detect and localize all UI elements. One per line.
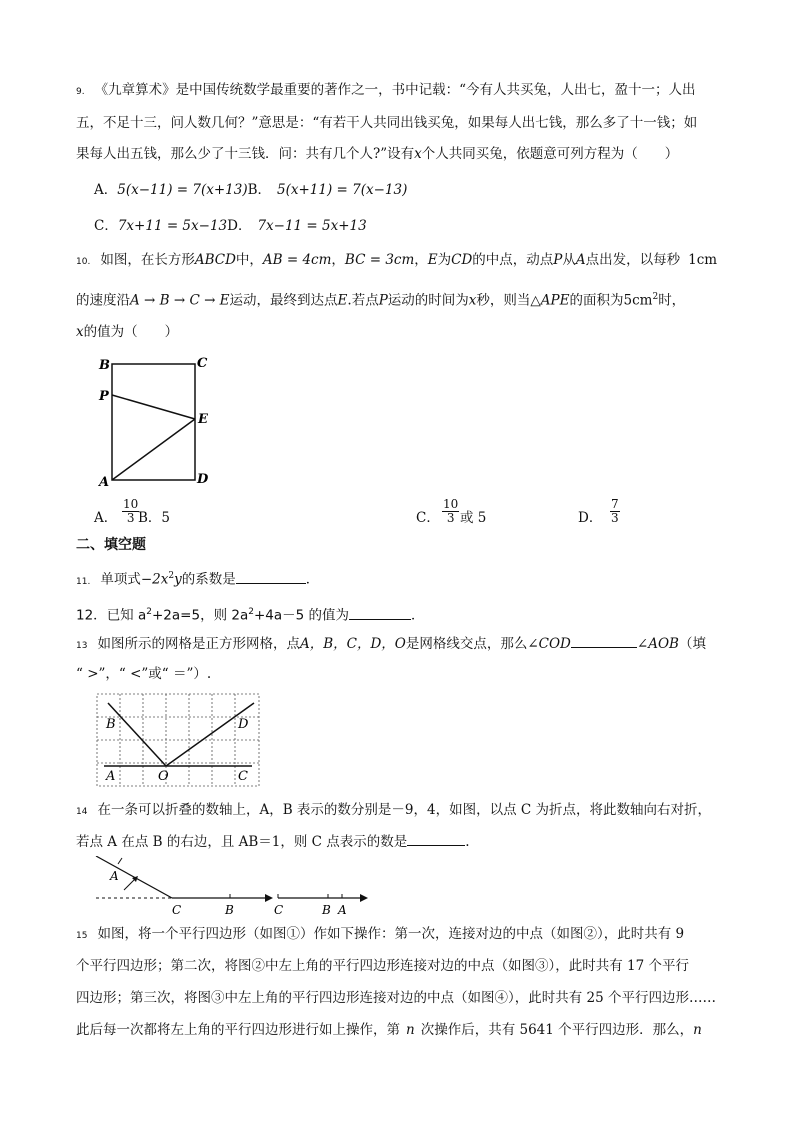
- q15-line2: 个平行四边形；第二次，将图②中左上角的平行四边形连接对边的中点（如图③），此时共有 17 个平行: [76, 958, 690, 974]
- q9-option-a: 5(x−11) = 7(x+13): [117, 182, 248, 198]
- q10-rectangle-figure: [92, 350, 222, 490]
- q13-line2: “ >”，“ <”或“ ＝”）.: [76, 666, 212, 682]
- q15-line3: 四边形；第三次，将图③中左上角的平行四边形连接对边的中点（如图④），此时共有 25 个平行四边形……: [76, 990, 717, 1006]
- q15-line4: 此后每一次都将左上角的平行四边形进行如上操作，第 n 次操作后，共有 5641 个平行四边形．那么，n: [76, 1022, 702, 1038]
- q15-line1: 15 如图，将一个平行四边形（如图①）作如下操作：第一次，连接对边的中点（如图②），此时共有 9: [76, 926, 685, 942]
- rectangle-abcd: [112, 364, 195, 480]
- q10-line3: x的值为（ ）: [76, 324, 179, 340]
- q10-option-c-fraction: $\frac{10}{3}$: [443, 497, 459, 525]
- q13-line1: 13 如图所示的网格是正方形网格，点A，B，C，D，O是网格线交点，那么∠COD ∠AOB（填: [76, 636, 706, 652]
- label-p: P: [99, 389, 109, 404]
- q10-option-d-fraction: $\frac{7}{3}$: [611, 497, 619, 525]
- q12-number: 12．: [76, 607, 107, 624]
- q15-number: 15: [76, 931, 88, 941]
- arrow-head-left: [265, 894, 273, 902]
- fold-arrow: [124, 880, 134, 890]
- q14-line2: 若点 A 在点 B 的右边，且 AB＝1，则 C 点表示的数是 .: [76, 834, 470, 850]
- label-b-right: B: [322, 903, 331, 916]
- ray-od: [166, 703, 254, 766]
- label-o: O: [158, 769, 169, 784]
- q11-number: 11.: [76, 576, 91, 587]
- q9-options-cd: [94, 216, 367, 236]
- label-a: A: [106, 769, 116, 784]
- q9-option-d-label: D．: [227, 218, 252, 234]
- label-b: B: [99, 358, 110, 373]
- segment-pe: [112, 395, 195, 419]
- q13-grid-figure: [94, 690, 264, 790]
- q13-number: 13: [76, 641, 88, 651]
- q11-answer-blank[interactable]: [236, 583, 306, 584]
- q9-line3: 果每人出五钱，那么少了十三钱．问：共有几个人?”设有x个人共同买兔，依题意可列方程为（ ）: [76, 146, 679, 162]
- q9-option-b: 5(x+11) = 7(x−13): [277, 182, 408, 198]
- label-c: C: [238, 769, 248, 784]
- q12-line: 12．已知 $a^2+2a=5$，则 $2a^2+4a-5$ 的值为 ．: [76, 607, 425, 624]
- label-c-right: C: [274, 903, 284, 916]
- q10-line2: 的速度沿A → B → C → E运动，最终到达点E.若点P运动的时间为x秒，则当△APE的面积为$5cm^2$时，: [76, 292, 686, 309]
- q14-line1: 14 在一条可以折叠的数轴上，A，B 表示的数分别是－9，4，如图，以点 C 为折点，将此数轴向右对折，: [76, 802, 712, 818]
- label-c-left: C: [172, 903, 182, 916]
- segment-ae: [112, 419, 195, 480]
- q9-line2: 五，不足十三，问人数几何？”意思是：“有若干人共同出钱买兔，如果每人出七钱，那么多了十一钱；如: [76, 115, 698, 131]
- q12-answer-blank[interactable]: [349, 619, 411, 620]
- label-b: B: [106, 717, 116, 732]
- ray-ob: [108, 703, 166, 766]
- folded-axis-segment: [96, 856, 172, 898]
- label-b-left: B: [225, 903, 234, 916]
- q9-option-c-label: C．: [94, 218, 118, 234]
- label-c: C: [197, 356, 208, 371]
- label-d: D: [197, 472, 209, 487]
- q9-options-ab: [94, 180, 407, 200]
- q9-option-a-label: A．: [94, 182, 118, 198]
- q10-option-a-label: A．: [94, 510, 118, 526]
- q9-number: 9.: [76, 87, 85, 97]
- q14-answer-blank[interactable]: [407, 845, 465, 846]
- label-a: A: [99, 475, 110, 490]
- q10-option-b: B．5: [138, 510, 171, 526]
- label-a-folded: A: [110, 869, 119, 883]
- q9-option-c: 7x+11 = 5x−13: [117, 218, 228, 234]
- q10-option-d-label: D．: [578, 510, 603, 526]
- label-e: E: [198, 412, 208, 427]
- q10-option-a-fraction: $\frac{10}{3}$: [123, 497, 139, 525]
- arrow-head-right: [360, 894, 368, 902]
- q10-number: 10.: [76, 257, 91, 267]
- label-a-right: A: [338, 903, 347, 916]
- tick-a-folded: [118, 858, 122, 864]
- q14-number: 14: [76, 807, 88, 817]
- q11-line: 11. 单项式$-2x^2y$的系数是 ．: [76, 571, 320, 588]
- q9-line1: 9. 《九章算术》是中国传统数学最重要的著作之一，书中记载：“今有人共买兔，人出七，盈十一；人出: [76, 82, 696, 98]
- q10-option-c-tail: 或 5: [460, 510, 487, 526]
- grid-lines: [97, 694, 259, 786]
- q13-answer-blank[interactable]: [571, 647, 637, 648]
- q9-option-b-label: B．: [247, 182, 272, 198]
- q10-options: [94, 497, 654, 536]
- label-d: D: [238, 717, 249, 732]
- q10-option-c-label: C．: [416, 510, 440, 526]
- q14-numberline-figure: [90, 856, 370, 916]
- q10-line1: 10. 如图，在长方形ABCD中，AB = 4cm，BC = 3cm，E为CD的中点，动点P从A点出发，以每秒 1cm: [76, 252, 718, 268]
- q9-option-d: 7x−11 = 5x+13: [257, 218, 367, 234]
- section-title: 二、填空题: [76, 537, 146, 553]
